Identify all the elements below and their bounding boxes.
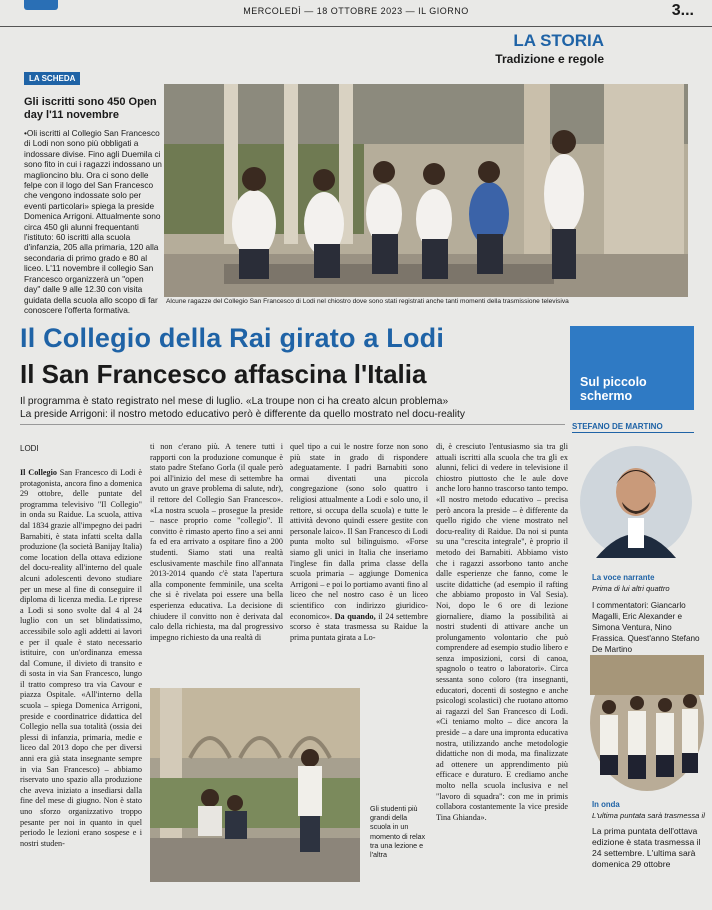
header-dateline: MERCOLEDÌ — 18 OTTOBRE 2023 — IL GIORNO xyxy=(243,6,469,16)
presenter-portrait-illustration xyxy=(578,440,694,564)
main-photo-caption: Alcune ragazze del Collegio San Francesco di Lodi nel chiostro dove sono stati registrati anche tanti momenti della trasmissione televisiva xyxy=(166,298,569,305)
article-lead: Il Collegio xyxy=(20,468,57,477)
cloister-photo-illustration xyxy=(164,84,688,297)
sidebar-author: STEFANO DE MARTINO xyxy=(572,422,663,431)
sidebar-title: Sul piccolo schermo xyxy=(580,375,647,403)
scheda-tag: LA SCHEDA xyxy=(24,72,80,85)
standfirst-line-2: La preside Arrigoni: il nostro metodo educativo però è differente da quello mostrato nel docu-reality xyxy=(20,409,465,420)
students-photo-caption: Gli studenti più grandi della scuola in un momento di relax tra una lezione e l'altra xyxy=(370,804,426,860)
headline-primary: Il Collegio della Rai girato a Lodi xyxy=(20,323,445,353)
page-number: 3... xyxy=(671,2,694,19)
standfirst-line-1: Il programma è stato registrato nel mese di luglio. «La troupe non ci ha creato alcun problema» xyxy=(20,396,449,407)
set-photo xyxy=(590,655,704,791)
presenter-portrait xyxy=(578,440,694,564)
cloister-photo xyxy=(164,84,688,297)
article-column-3-text-a: quel tipo a cui le nostre forze non sono più state in grado di rispondere adeguatamente. I padri Barnabiti sono ormai diventati una piccola congregazione (sono solo quattro i religiosi attualmente a Lodi e solo uno, il rettore, si occupa della scuola) e tutte le attività devono quindi essere gestite con personale laico». Il San Francesco di Lodi punta molto sul bilinguismo. «Forse siamo gli unici in Italia che inseriamo l'inglese fin dalla prima classe della scuola primaria – aggiunge Domenica Arrigoni – e poi lo portiamo avanti fino al liceo che nel nostro caso è un liceo scientifico con indirizzo giuridico-economico». xyxy=(290,442,429,621)
onda-subtitle: L'ultima puntata sarà trasmessa il xyxy=(592,811,705,820)
article-column-1 xyxy=(20,468,142,849)
commentators-text: I commentatori: Giancarlo Magalli, Eric Alexander e Simona Ventura, Nino Frassica. Quest'anno Stefano De Martino xyxy=(592,601,700,654)
article-dateline: LODI xyxy=(20,444,39,453)
section-title: LA STORIA xyxy=(513,31,604,50)
article-column-4-text: di, è cresciuto l'entusiasmo sia tra gli attuali iscritti alla scuola che tra gli ex alunni, felici di vedere in televisione il chiostro piuttosto che le aule dove anche loro hanno trascorso tanto tempo. «Il nostro metodo educativo – precisa però ancora la preside – è differente da quello rigido che viene mostrato nel docu-reality di Raidue. Da noi si punta su una "crescita integrale", è proprio il metodo dei Barnabiti. Abbiamo visto che i ragazzi assorbono tanto anche dalle esperienze che fanno, come le uscite didattiche (ad esempio il rafting che abbiamo proposto in Val Sesia). Noi, dopo le 6 ore di lezione giornaliere, diamo la possibilità ai nostri studenti di attivare anche un prolungamento volontario che può comprendere ad esempio studio libero e senza imposizioni, corsi di canoa, spagnolo o teatro o laboratori». Circa sessanta sono coloro (tra insegnanti, educatori, docenti di sostegno e anche psicologi scolastici) che ruotano attorno ai ragazzi del San Francesco di Lodi. «Ci teniamo molto – dice ancora la preside – a dare una impronta educativa nostra, utilizzando anche metodologie didattiche non di moda, ma finalizzate ad ottenere un apprendimento più efficace e duraturo. E crediamo anche molto nella scuola inclusiva e nel "lavoro di squadra": con me in primis collabora costantemente la vice preside Tina Ghianda». xyxy=(436,442,568,822)
section-subtitle: Tradizione e regole xyxy=(495,52,604,66)
article-column-1-text: San Francesco di Lodi è protagonista, ancora fino a domenica 29 ottobre, delle puntate del programma televisivo "Il Collegio" in onda su Raidue. La scuola, attiva dal 1834 grazie all'impegno dei padri Barnabiti, è stata infatti scelta dalla produzione (la società Banijay Italia) come location della ottava edizione del docu-reality all'interno del quale alcuni adolescenti devono studiare per un mese al fine di conseguire il diploma di licenza media. Le riprese a Lodi si sono svolte dal 4 al 24 luglio con un set blindatissimo, accessibile solo agli addetti ai lavori e per il quale è stato necessario istituire, con un'ordinanza emessa dal Comune, il divieto di transito e di sosta in via San Francesco, lungo il tratto compreso tra via Cavour e piazza Ospitale. «All'interno della scuola – spiega Domenica Arrigoni, preside e coordinatrice didattica del Collegio nella sua totalità (ossia dei plessi di infanzia, primaria, medie e liceo dal 2013 dopo che per diversi anni era già stata insegnante sempre in via San Francesco) – abbiamo riservato uno spazio alla produzione che aveva iniziato a insediarsi dalla fine del mese di giugno. Non è stato uno sforzo organizzativo troppo pesante per noi in quanto in quel periodo le lezioni erano sospese e i nostri studen- xyxy=(20,468,142,848)
article-column-2 xyxy=(150,442,283,643)
scheda-headline: Gli iscritti sono 450 Open day l'11 novembre xyxy=(24,96,157,121)
article-column-3 xyxy=(290,442,428,643)
students-photo-illustration xyxy=(150,688,360,882)
students-photo xyxy=(150,688,360,882)
article-column-3-text-b: il 24 settembre scorso è stata trasmessa su Raidue la prima puntata girata a Lo- xyxy=(290,611,428,642)
headline-secondary: Il San Francesco affascina l'Italia xyxy=(20,359,427,389)
standfirst xyxy=(20,395,580,421)
voce-subtitle: Prima di lui altri quattro xyxy=(592,584,670,593)
onda-tag: In onda xyxy=(592,800,620,809)
scheda-body: •Oli iscritti al Collegio San Francesco di Lodi non sono più obbligati a indossare divise. Fino agli Duemila ci sono fito in cui i ragazzi indossano un maglioncino blu. Ora ci sono delle felpe con il logo del San Francesco che vengono indossate solo per eventi particolari» spiega la preside Domenica Arrigoni. Attualmente sono circa 450 gli alunni frequentanti l'istituto: 60 iscritti alla scuola d'infanzia, 205 alla primaria, 120 alla secondaria di primo grado e 80 al liceo. L'11 novembre il collegio San Francesco organizzerà un "open day" dalle 9 alle 12.30 con visita guidata della scuola allo scopo di far conoscere l'offerta formativa. xyxy=(24,128,162,315)
divider xyxy=(20,424,565,425)
voce-tag: La voce narrante xyxy=(592,573,655,582)
article-column-3-lead: Da quando, xyxy=(334,611,376,621)
article-column-4 xyxy=(436,442,568,823)
sidebar-divider xyxy=(572,432,694,433)
set-photo-illustration xyxy=(590,655,704,791)
onda-body: La prima puntata dell'ottava edizione è stata trasmessa il 24 settembre. L'ultima sarà domenica 29 ottobre xyxy=(592,826,701,869)
article-column-2-text: ti non c'erano più. A tenere tutti i rapporti con la produzione comunque è stato padre Stefano Gorla (il quale però poi all'inizio del mese di settembre ha avuto un grave problema di salute, ndr), il rettore del Collegio San Francesco». «La nostra scuola – prosegue la preside – nasce proprio come "collegio". Il convitto è rimasto aperto fino a sei anni fa ed era arrivato a ospitare fino a 200 studenti. Siamo stati una realtà esclusivamente maschile fino all'annata 2013-2014 quando c'è stata l'apertura alla componente femminile, una scelta che si è rivelata poi essere una bella esperienza educativa. La decisione di chiudere il convitto non è derivata dal calo della richiesta, ma dal progressivo impegno richiesto da una realtà di xyxy=(150,442,283,642)
